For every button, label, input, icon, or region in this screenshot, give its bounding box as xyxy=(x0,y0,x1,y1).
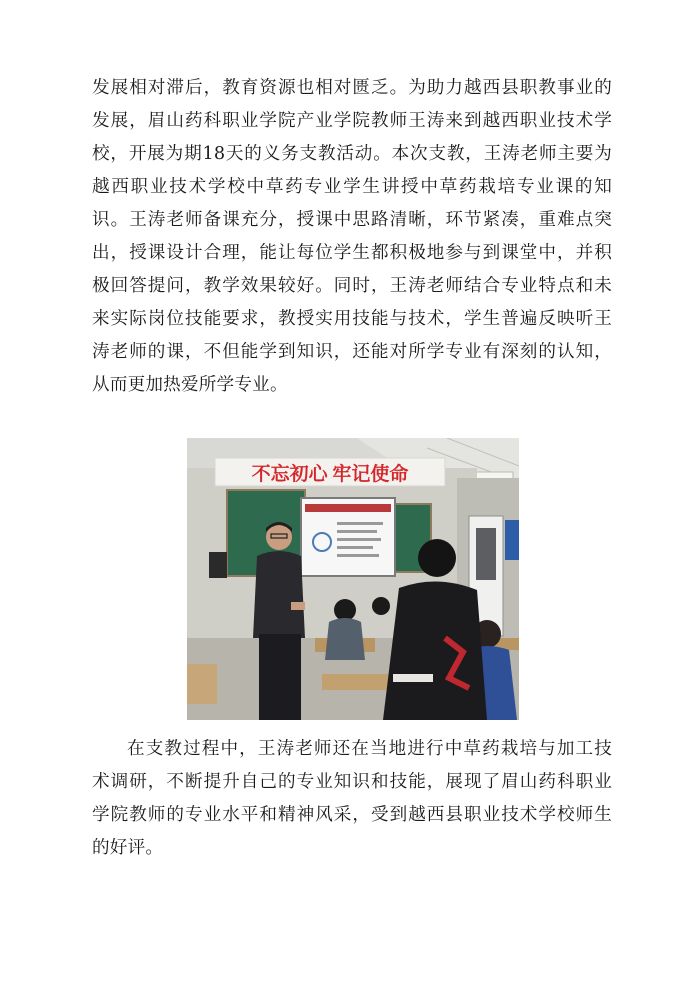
paragraph-2 xyxy=(92,733,612,865)
paragraph-line: 出，授课设计合理，能让每位学生都积极地参与到课堂中，并积 xyxy=(92,243,612,263)
paragraph-line: 术调研，不断提升自己的专业知识和技能，展现了眉山药科职业 xyxy=(92,772,612,792)
paragraph-line: 的好评。 xyxy=(92,838,164,858)
paragraph-line: 学院教师的专业水平和精神风采，受到越西县职业技术学校师生 xyxy=(92,805,612,825)
classroom-illustration xyxy=(187,438,519,720)
paragraph-line: 来实际岗位技能要求，教授实用技能与技术，学生普遍反映听王 xyxy=(92,309,612,329)
paragraph-line: 涛老师的课，不但能学到知识，还能对所学专业有深刻的认知， xyxy=(92,342,612,362)
paragraph-line: 发展，眉山药科职业学院产业学院教师王涛来到越西职业技术学 xyxy=(92,111,612,131)
classroom-photo xyxy=(187,438,519,720)
paragraph-1 xyxy=(92,72,612,402)
paragraph-line: 校，开展为期18天的义务支教活动。本次支教，王涛老师主要为 xyxy=(92,144,612,164)
paragraph-line: 极回答提问，教学效果较好。同时，王涛老师结合专业特点和未 xyxy=(92,276,612,296)
paragraph-line: 识。王涛老师备课充分，授课中思路清晰，环节紧凑，重难点突 xyxy=(92,210,612,230)
paragraph-line: 越西职业技术学校中草药专业学生讲授中草药栽培专业课的知 xyxy=(92,177,612,197)
paragraph-line: 在支教过程中，王涛老师还在当地进行中草药栽培与加工技 xyxy=(127,739,612,759)
paragraph-line: 发展相对滞后，教育资源也相对匮乏。为助力越西县职教事业的 xyxy=(92,78,612,98)
banner-text: 不忘初心 牢记使命 xyxy=(251,464,409,485)
paragraph-line: 从而更加热爱所学专业。 xyxy=(92,375,288,395)
